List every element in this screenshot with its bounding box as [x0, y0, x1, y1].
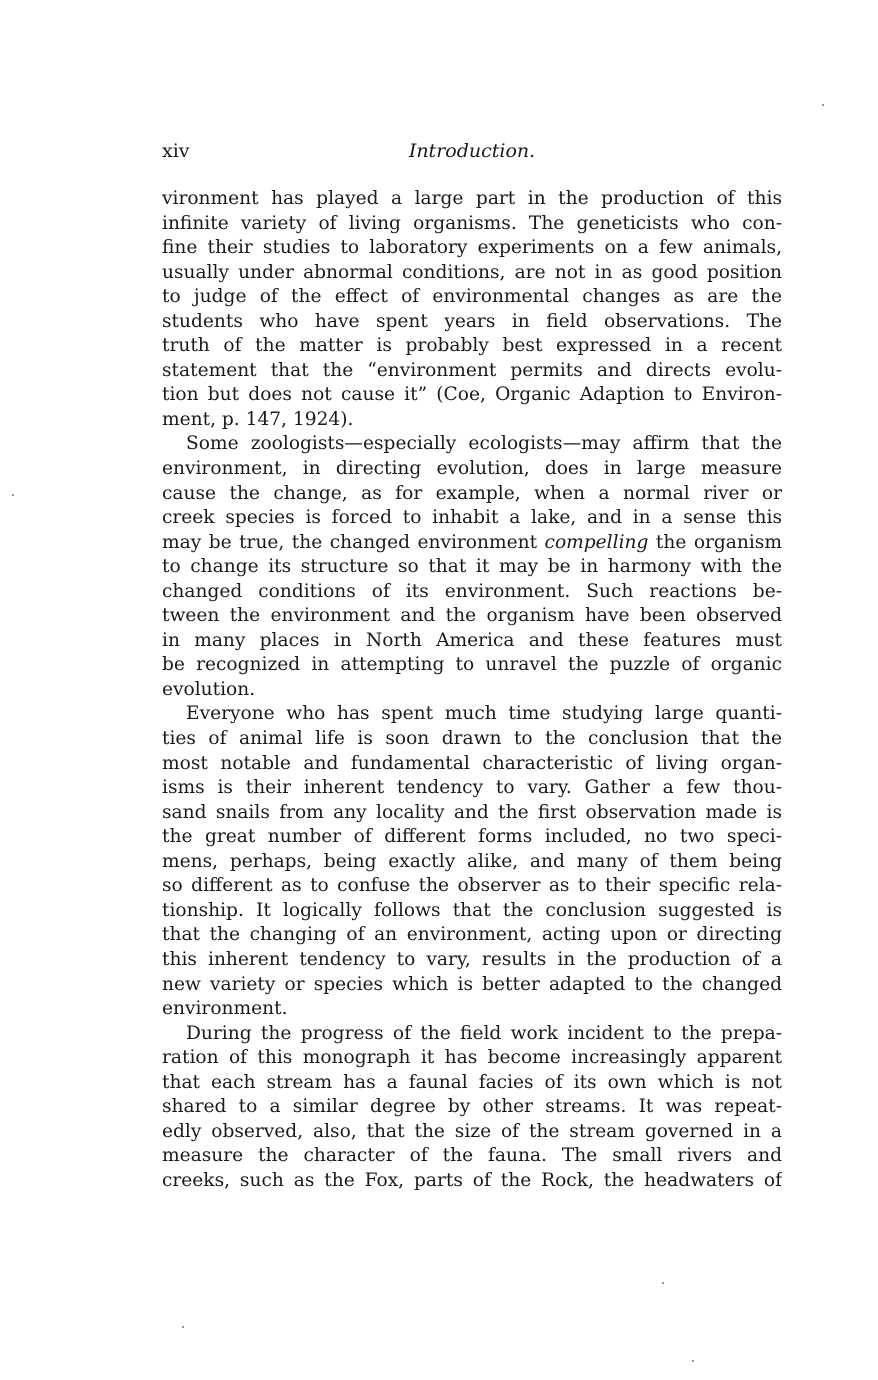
text-line: During the progress of the field work incident to the prepa-: [186, 1022, 782, 1044]
line-head: may be true, the changed environment: [162, 531, 538, 553]
text-line: ration of this monograph it has become increasingly apparent: [162, 1047, 782, 1069]
scan-speck: [822, 104, 824, 106]
paragraph-2: [162, 432, 782, 702]
text-line: changed conditions of its environment. Such reactions be-: [162, 580, 782, 602]
paragraph-1: [162, 187, 782, 432]
text-line: environment, in directing evolution, does in large measure: [162, 458, 782, 480]
text-line: infinite variety of living organisms. The geneticists who con-: [162, 212, 782, 234]
text-line: isms is their inherent tendency to vary. Gather a few thou-: [162, 777, 782, 799]
text-line: shared to a similar degree by other streams. It was repeat-: [162, 1096, 782, 1118]
text-line: evolution.: [162, 678, 256, 700]
text-line: statement that the “environment permits and directs evolu-: [162, 359, 782, 381]
text-line: Some zoologists—especially ecologists—may affirm that the: [186, 433, 782, 455]
text-line: creek species is forced to inhabit a lake, and in a sense this: [162, 507, 782, 529]
text-line: ment, p. 147, 1924).: [162, 408, 354, 430]
text-line: creeks, such as the Fox, parts of the Rock, the headwaters of: [162, 1169, 782, 1191]
text-line: usually under abnormal conditions, are not in as good position: [162, 261, 782, 283]
text-line: in many places in North America and these features must: [162, 629, 782, 651]
text-line: tion but does not cause it” (Coe, Organic Adaption to Environ-: [162, 384, 782, 406]
text-line: most notable and fundamental characteristic of living organ-: [162, 752, 782, 774]
text-line: tween the environment and the organism have been observed: [162, 605, 782, 627]
text-line: edly observed, also, that the size of the stream governed in a: [162, 1120, 782, 1142]
text-line: mens, perhaps, being exactly alike, and many of them being: [162, 850, 782, 872]
running-title: Introduction.: [408, 140, 536, 162]
text-line: tionship. It logically follows that the conclusion suggested is: [162, 899, 782, 921]
text-line: that the changing of an environment, acting upon or directing: [162, 924, 782, 946]
text-line: Everyone who has spent much time studying large quanti-: [186, 703, 782, 725]
text-line: environment.: [162, 998, 288, 1020]
scan-speck: [662, 1282, 664, 1284]
emphasis-word: compelling: [544, 531, 649, 553]
text-line: sand snails from any locality and the first observation made is: [162, 801, 782, 823]
text-line: be recognized in attempting to unravel the puzzle of organic: [162, 654, 782, 676]
text-line: ties of animal life is soon drawn to the conclusion that the: [162, 728, 782, 750]
paragraph-4: [162, 1022, 782, 1194]
text-line: cause the change, as for example, when a normal river or: [162, 482, 782, 504]
text-line: that each stream has a faunal facies of its own which is not: [162, 1071, 782, 1093]
scan-speck: [692, 1360, 694, 1362]
text-line: vironment has played a large part in the production of this: [162, 188, 782, 209]
text-line: the great number of different forms included, no two speci-: [162, 826, 782, 848]
text-line: fine their studies to laboratory experiments on a few animals,: [162, 237, 782, 259]
text-line: new variety or species which is better adapted to the changed: [162, 973, 782, 995]
paragraph-3: [162, 702, 782, 1021]
text-line: so different as to confuse the observer as to their specific rela-: [162, 875, 782, 897]
scan-speck: [12, 494, 14, 496]
text-line: to change its structure so that it may be in harmony with the: [162, 556, 782, 578]
text-line: students who have spent years in field observations. The: [162, 310, 782, 332]
text-line: [162, 531, 782, 556]
scan-speck: [182, 1326, 184, 1328]
text-line: truth of the matter is probably best expressed in a recent: [162, 335, 782, 357]
text-line: to judge of the effect of environmental changes as are the: [162, 286, 782, 308]
page-number: xiv: [162, 140, 190, 162]
text-line: measure the character of the fauna. The small rivers and: [162, 1145, 782, 1167]
running-head: [162, 140, 782, 166]
body-text: [162, 187, 782, 1193]
line-tail: the organism: [655, 531, 782, 553]
text-line: this inherent tendency to vary, results in the production of a: [162, 948, 782, 970]
